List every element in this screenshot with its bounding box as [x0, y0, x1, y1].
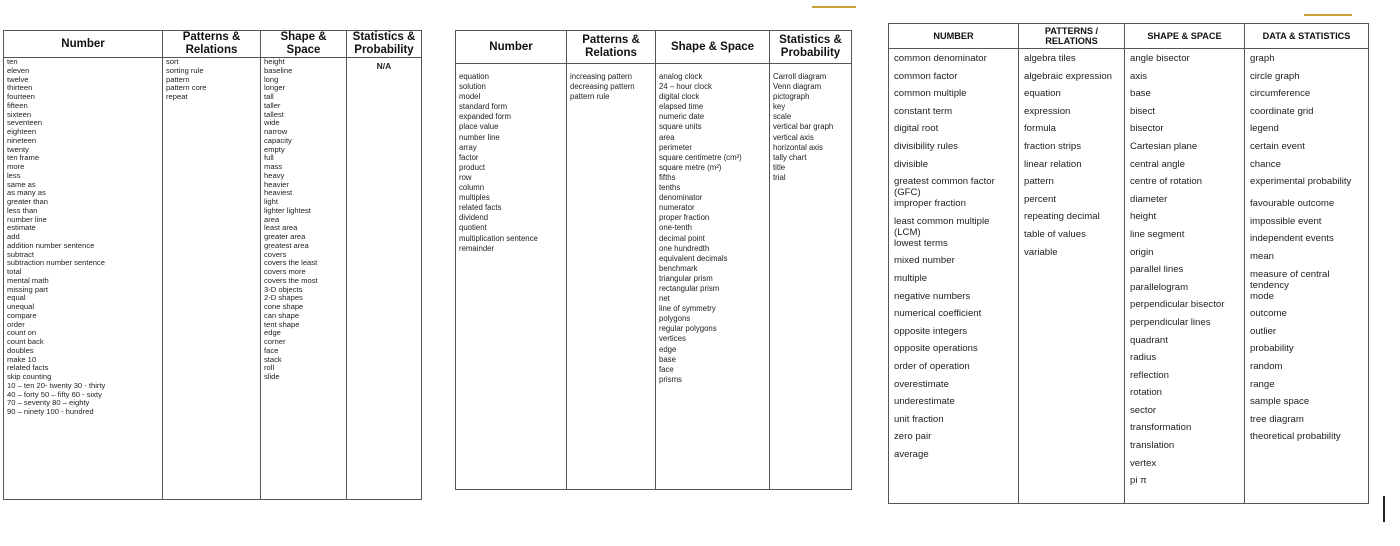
- term-item: table of values: [1024, 228, 1086, 240]
- term-item: greatest common factor (GFC): [894, 176, 995, 199]
- term-item: narrow: [264, 128, 288, 136]
- term-item: taller: [264, 101, 281, 110]
- term-item: pattern rule: [570, 92, 610, 102]
- term-item: multiple: [894, 272, 928, 284]
- term-item: parallelogram: [1130, 281, 1189, 293]
- term-item: roll: [264, 364, 275, 373]
- term-item: chance: [1250, 158, 1281, 170]
- term-item: digital clock: [659, 92, 700, 102]
- term-item: perpendicular lines: [1130, 316, 1211, 328]
- term-item: trial: [773, 172, 786, 182]
- term-item: number line: [7, 215, 47, 224]
- term-item: bisect: [1130, 105, 1156, 117]
- term-item: favourable outcome: [1250, 198, 1335, 210]
- term-item: regular polygons: [659, 324, 717, 334]
- term-item: negative numbers: [894, 290, 971, 302]
- term-item: greater than: [7, 198, 48, 206]
- term-item: benchmark: [659, 263, 698, 273]
- term-item: remainder: [459, 243, 495, 253]
- term-item: least common multiple (LCM): [894, 215, 990, 238]
- term-item: can shape: [264, 311, 300, 320]
- term-item: fifteen: [7, 101, 28, 110]
- term-item: covers: [264, 250, 287, 259]
- term-item: base: [659, 354, 676, 364]
- term-item: numerator: [659, 203, 695, 213]
- patterns-column: [567, 64, 656, 490]
- term-item: translation: [1130, 440, 1175, 452]
- term-item: corner: [264, 338, 286, 346]
- term-item: divisible: [894, 158, 929, 170]
- term-item: probability: [1250, 343, 1294, 355]
- term-item: total: [7, 268, 22, 276]
- term-item: reflection: [1130, 369, 1169, 381]
- term-item: theoretical probability: [1250, 431, 1341, 443]
- term-item: sample space: [1250, 396, 1310, 408]
- term-item: heavy: [264, 171, 285, 180]
- term-item: central angle: [1130, 158, 1185, 170]
- term-item: square units: [659, 122, 702, 132]
- term-item: 24 – hour clock: [659, 82, 712, 92]
- term-item: percent: [1024, 193, 1056, 205]
- term-item: perpendicular bisector: [1130, 299, 1225, 311]
- term-item: graph: [1250, 53, 1275, 64]
- term-item: Carroll diagram: [773, 72, 827, 81]
- term-item: impossible event: [1250, 215, 1322, 227]
- term-item: parallel lines: [1130, 264, 1184, 276]
- vocabulary-table-grade-1: [3, 30, 422, 500]
- shape-column: [261, 58, 347, 500]
- term-item: 10 – ten 20- twenty 30 - thirty: [7, 381, 106, 390]
- term-item: quadrant: [1130, 334, 1168, 346]
- term-item: net: [659, 294, 670, 304]
- term-item: coordinate grid: [1250, 105, 1314, 117]
- term-item: multiples: [459, 193, 490, 203]
- term-item: expression: [1024, 105, 1071, 117]
- term-item: opposite operations: [894, 343, 978, 355]
- term-item: factor: [459, 152, 479, 162]
- term-item: underestimate: [894, 396, 955, 408]
- term-item: as many as: [7, 189, 46, 198]
- term-item: common factor: [894, 70, 958, 82]
- header-patterns-relations: PATTERNS / RELATIONS: [1019, 24, 1125, 49]
- term-item: ten: [7, 58, 18, 66]
- shape-column: [656, 64, 770, 490]
- term-item: zero pair: [894, 431, 932, 443]
- term-item: measure of central tendency: [1250, 268, 1330, 291]
- term-item: line of symmetry: [659, 304, 716, 314]
- term-item: circumference: [1250, 88, 1311, 100]
- term-item: fourteen: [7, 93, 35, 101]
- term-item: unit fraction: [894, 413, 944, 425]
- term-item: linear relation: [1024, 158, 1082, 170]
- term-item: covers the most: [264, 276, 318, 285]
- header-shape-space: Shape & Space: [261, 31, 347, 58]
- term-item: variable: [1024, 246, 1058, 258]
- term-item: baseline: [264, 66, 293, 75]
- term-item: count on: [7, 329, 37, 338]
- term-item: digital root: [894, 123, 939, 135]
- term-item: standard form: [459, 102, 508, 112]
- term-item: formula: [1024, 123, 1056, 135]
- term-item: longer: [264, 84, 286, 93]
- term-item: unequal: [7, 303, 35, 311]
- term-item: horizontal axis: [773, 142, 823, 152]
- term-item: Cartesian plane: [1130, 140, 1198, 152]
- number-column: [889, 49, 1019, 504]
- decorative-line-top-right: [1304, 14, 1352, 16]
- term-item: pattern: [1024, 176, 1054, 188]
- term-item: 70 – seventy 80 – eighty: [7, 399, 90, 408]
- term-item: height: [264, 58, 285, 66]
- text-cursor: [1383, 496, 1385, 522]
- term-item: seventeen: [7, 119, 43, 128]
- term-item: scale: [773, 112, 792, 122]
- term-item: equation: [1024, 88, 1061, 100]
- term-item: sector: [1130, 404, 1157, 416]
- term-item: diameter: [1130, 193, 1168, 205]
- term-item: equivalent decimals: [659, 253, 728, 263]
- term-item: opposite integers: [894, 325, 968, 337]
- term-item: Venn diagram: [773, 82, 822, 92]
- term-item: circle graph: [1250, 70, 1300, 82]
- term-item: covers more: [264, 268, 306, 276]
- term-item: subtraction number sentence: [7, 259, 105, 268]
- term-item: vertex: [1130, 457, 1157, 469]
- term-item: nineteen: [7, 136, 37, 145]
- term-item: base: [1130, 88, 1151, 100]
- term-item: area: [264, 215, 280, 224]
- decorative-line-top-middle: [812, 6, 856, 8]
- term-item: mental math: [7, 276, 49, 285]
- term-item: overestimate: [894, 378, 949, 390]
- term-item: equal: [7, 294, 26, 303]
- term-item: perimeter: [659, 142, 692, 152]
- vocabulary-table-grade-7: [888, 23, 1369, 504]
- term-item: mixed number: [894, 255, 955, 267]
- term-item: edge: [659, 344, 677, 354]
- term-item: twenty: [7, 145, 29, 154]
- term-item: covers the least: [264, 259, 318, 268]
- term-item: decreasing pattern: [570, 82, 635, 92]
- term-item: add: [7, 233, 20, 241]
- term-item: least area: [264, 224, 298, 233]
- term-item: independent events: [1250, 233, 1334, 245]
- term-item: vertical bar graph: [773, 122, 834, 132]
- term-item: less: [7, 171, 21, 180]
- shape-column: [1125, 49, 1245, 504]
- term-item: line segment: [1130, 228, 1185, 240]
- term-item: tall: [264, 93, 274, 101]
- term-item: order of operation: [894, 360, 970, 372]
- term-item: rotation: [1130, 387, 1162, 399]
- term-item: wide: [264, 119, 280, 128]
- term-item: common multiple: [894, 88, 967, 100]
- term-item: bisector: [1130, 123, 1164, 135]
- term-item: solution: [459, 82, 486, 92]
- term-item: stack: [264, 355, 282, 364]
- term-item: key: [773, 102, 786, 112]
- term-item: multiplication sentence: [459, 233, 538, 243]
- term-item: ten frame: [7, 154, 40, 163]
- term-item: decimal point: [659, 233, 705, 243]
- term-item: origin: [1130, 246, 1154, 258]
- term-item: centre of rotation: [1130, 176, 1202, 188]
- term-item: full: [264, 154, 274, 163]
- term-item: prisms: [659, 374, 682, 384]
- term-item: more: [7, 163, 25, 171]
- term-item: lighter lightest: [264, 206, 311, 215]
- term-item: improper fraction: [894, 198, 966, 210]
- term-item: count back: [7, 338, 44, 346]
- term-item: heaviest: [264, 189, 293, 198]
- stats-column: [1245, 49, 1369, 504]
- term-item: eighteen: [7, 128, 37, 136]
- term-item: doubles: [7, 346, 34, 355]
- term-item: mode: [1250, 290, 1274, 302]
- patterns-column: [1019, 49, 1125, 504]
- term-item: 3-D objects: [264, 285, 303, 294]
- term-item: height: [1130, 211, 1157, 223]
- term-item: place value: [459, 122, 499, 132]
- term-item: array: [459, 142, 477, 152]
- term-item: numeric date: [659, 112, 705, 122]
- stats-column: [347, 58, 422, 500]
- term-item: less than: [7, 206, 38, 215]
- term-item: mean: [1250, 250, 1274, 262]
- term-item: numerical coefficient: [894, 308, 982, 320]
- term-item: common denominator: [894, 53, 987, 64]
- term-item: divisibility rules: [894, 140, 958, 152]
- term-item: angle bisector: [1130, 53, 1190, 64]
- term-item: make 10: [7, 355, 37, 364]
- header-statistics-probability: Statistics & Probability: [770, 31, 852, 64]
- term-item: equation: [459, 72, 489, 81]
- term-item: tree diagram: [1250, 413, 1304, 425]
- term-item: average: [894, 448, 929, 460]
- term-item: 90 – ninety 100 - hundred: [7, 408, 94, 416]
- term-item: capacity: [264, 136, 292, 145]
- term-item: product: [459, 162, 486, 172]
- header-statistics-probability: Statistics & Probability: [347, 31, 422, 58]
- term-item: model: [459, 92, 481, 102]
- term-item: experimental probability: [1250, 176, 1352, 188]
- term-item: N/A: [376, 62, 392, 71]
- header-patterns-relations: Patterns & Relations: [163, 31, 261, 58]
- term-item: area: [659, 132, 675, 142]
- term-item: increasing pattern: [570, 72, 632, 81]
- term-item: sorting rule: [166, 66, 204, 75]
- term-item: vertices: [659, 334, 686, 344]
- term-item: missing part: [7, 285, 48, 294]
- term-item: face: [659, 364, 674, 374]
- term-item: subtract: [7, 250, 35, 259]
- term-item: square metre (m²): [659, 162, 722, 172]
- term-item: lowest terms: [894, 237, 948, 249]
- term-item: polygons: [659, 314, 691, 324]
- term-item: face: [264, 346, 279, 355]
- term-item: twelve: [7, 75, 29, 84]
- term-item: same as: [7, 180, 36, 189]
- term-item: related facts: [7, 364, 49, 373]
- number-column: [4, 58, 163, 500]
- stats-column: [770, 64, 852, 490]
- term-item: repeat: [166, 93, 188, 101]
- term-item: outcome: [1250, 308, 1287, 320]
- term-item: quotient: [459, 223, 487, 233]
- term-item: pattern: [166, 75, 190, 84]
- term-item: one-tenth: [659, 223, 692, 233]
- term-item: heavier: [264, 180, 289, 189]
- term-item: tallest: [264, 110, 284, 119]
- term-item: edge: [264, 329, 281, 338]
- term-item: axis: [1130, 70, 1148, 82]
- term-item: title: [773, 162, 786, 172]
- term-item: sixteen: [7, 110, 32, 119]
- term-item: pi π: [1130, 475, 1147, 487]
- term-item: 40 – forty 50 – fifty 60 - sixty: [7, 390, 102, 399]
- term-item: pattern core: [166, 84, 207, 93]
- term-item: rectangular prism: [659, 283, 720, 293]
- term-item: pictograph: [773, 92, 810, 102]
- term-item: one hundredth: [659, 243, 710, 253]
- term-item: vertical axis: [773, 132, 814, 142]
- term-item: square centimetre (cm²): [659, 152, 742, 162]
- term-item: radius: [1130, 352, 1157, 364]
- number-column: [456, 64, 567, 490]
- term-item: range: [1250, 378, 1275, 390]
- term-item: related facts: [459, 203, 502, 213]
- term-item: number line: [459, 132, 500, 142]
- term-item: mass: [264, 163, 283, 171]
- term-item: slide: [264, 373, 280, 381]
- term-item: algebraic expression: [1024, 70, 1112, 82]
- header-number: Number: [456, 31, 567, 64]
- term-item: algebra tiles: [1024, 53, 1076, 64]
- term-item: repeating decimal: [1024, 211, 1100, 223]
- term-item: fifths: [659, 172, 676, 182]
- header-data-statistics: DATA & STATISTICS: [1245, 24, 1369, 49]
- term-item: expanded form: [459, 112, 512, 122]
- term-item: outlier: [1250, 325, 1277, 337]
- term-item: light: [264, 198, 278, 206]
- term-item: denominator: [659, 193, 703, 203]
- header-patterns-relations: Patterns & Relations: [567, 31, 656, 64]
- vocabulary-table-grade-4: [455, 30, 852, 490]
- term-item: compare: [7, 311, 37, 320]
- term-item: transformation: [1130, 422, 1192, 434]
- term-item: addition number sentence: [7, 241, 95, 250]
- term-item: dividend: [459, 213, 489, 223]
- term-item: analog clock: [659, 72, 703, 81]
- term-item: triangular prism: [659, 273, 713, 283]
- term-item: certain event: [1250, 140, 1305, 152]
- term-item: thirteen: [7, 84, 33, 93]
- term-item: 2-D shapes: [264, 294, 303, 303]
- term-item: cone shape: [264, 303, 304, 311]
- term-item: constant term: [894, 105, 953, 117]
- term-item: legend: [1250, 123, 1279, 135]
- term-item: tent shape: [264, 320, 300, 329]
- term-item: greater area: [264, 233, 306, 241]
- term-item: random: [1250, 360, 1283, 372]
- header-number: Number: [4, 31, 163, 58]
- term-item: tenths: [659, 183, 681, 193]
- term-item: greatest area: [264, 241, 309, 250]
- term-item: tally chart: [773, 152, 807, 162]
- term-item: eleven: [7, 66, 30, 75]
- header-number: NUMBER: [889, 24, 1019, 49]
- term-item: empty: [264, 145, 285, 154]
- term-item: order: [7, 320, 25, 329]
- term-item: sort: [166, 58, 179, 66]
- term-item: row: [459, 172, 472, 182]
- term-item: estimate: [7, 224, 36, 233]
- header-shape-space: SHAPE & SPACE: [1125, 24, 1245, 49]
- term-item: fraction strips: [1024, 140, 1082, 152]
- term-item: elapsed time: [659, 102, 704, 112]
- term-item: column: [459, 183, 485, 193]
- header-shape-space: Shape & Space: [656, 31, 770, 64]
- patterns-column: [163, 58, 261, 500]
- term-item: skip counting: [7, 373, 52, 381]
- term-item: long: [264, 75, 279, 84]
- term-item: proper fraction: [659, 213, 710, 223]
